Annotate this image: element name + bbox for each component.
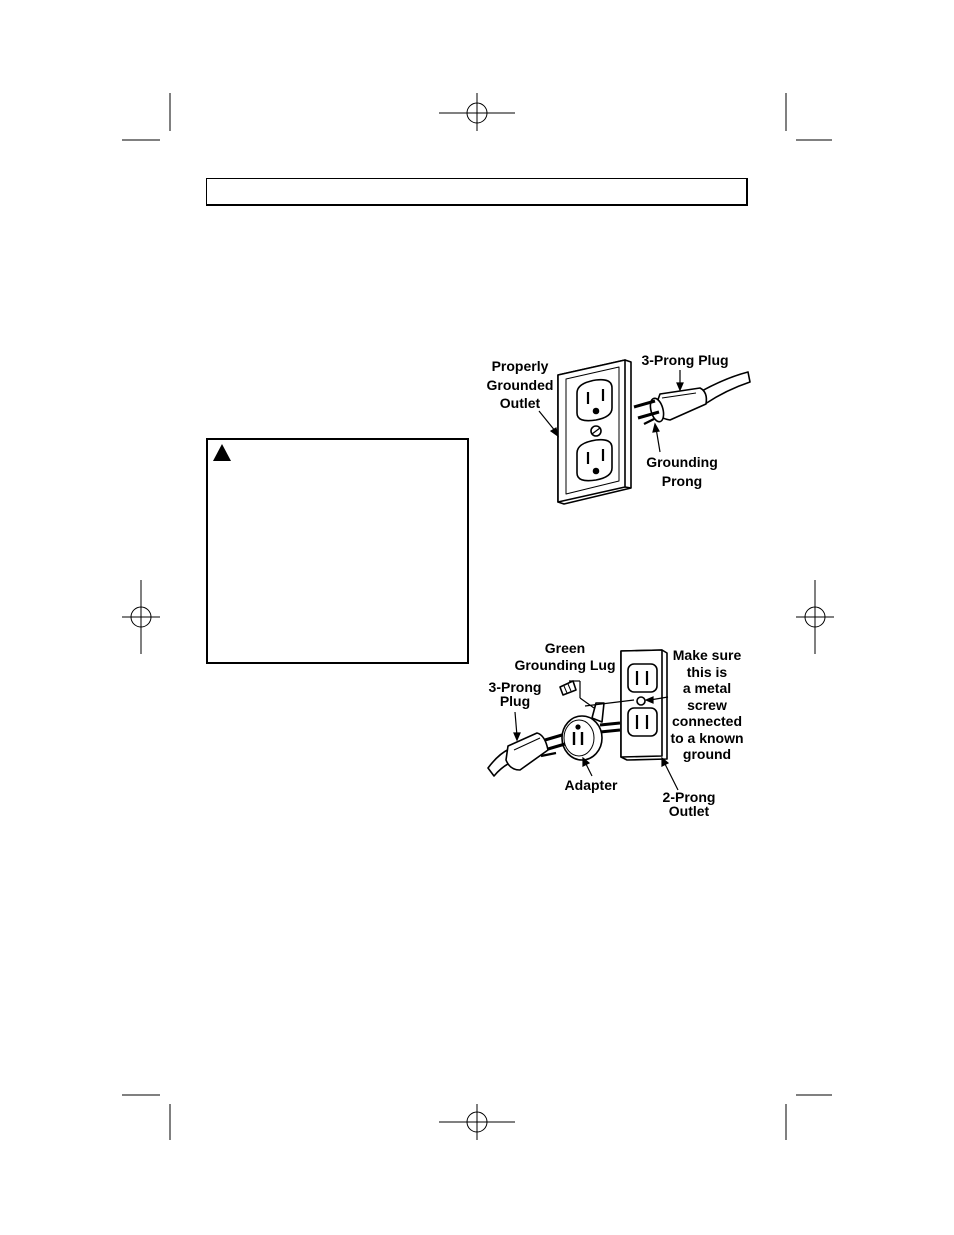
three-prong-plug-label-2: 3-Prong Plug: [488, 679, 542, 709]
two-prong-outlet-label: 2-Prong Outlet: [662, 789, 716, 819]
grounding-prong-label: Grounding Prong: [646, 454, 718, 489]
properly-grounded-outlet-label: Properly Grounded Outlet: [486, 358, 554, 411]
three-prong-plug-label: 3-Prong Plug: [641, 352, 729, 368]
adapter-label: Adapter: [564, 777, 618, 793]
green-grounding-lug-label: Green Grounding Lug: [514, 640, 616, 673]
metal-screw-note-label: Make sure this is a metal screw connected to a known ground: [670, 647, 744, 762]
